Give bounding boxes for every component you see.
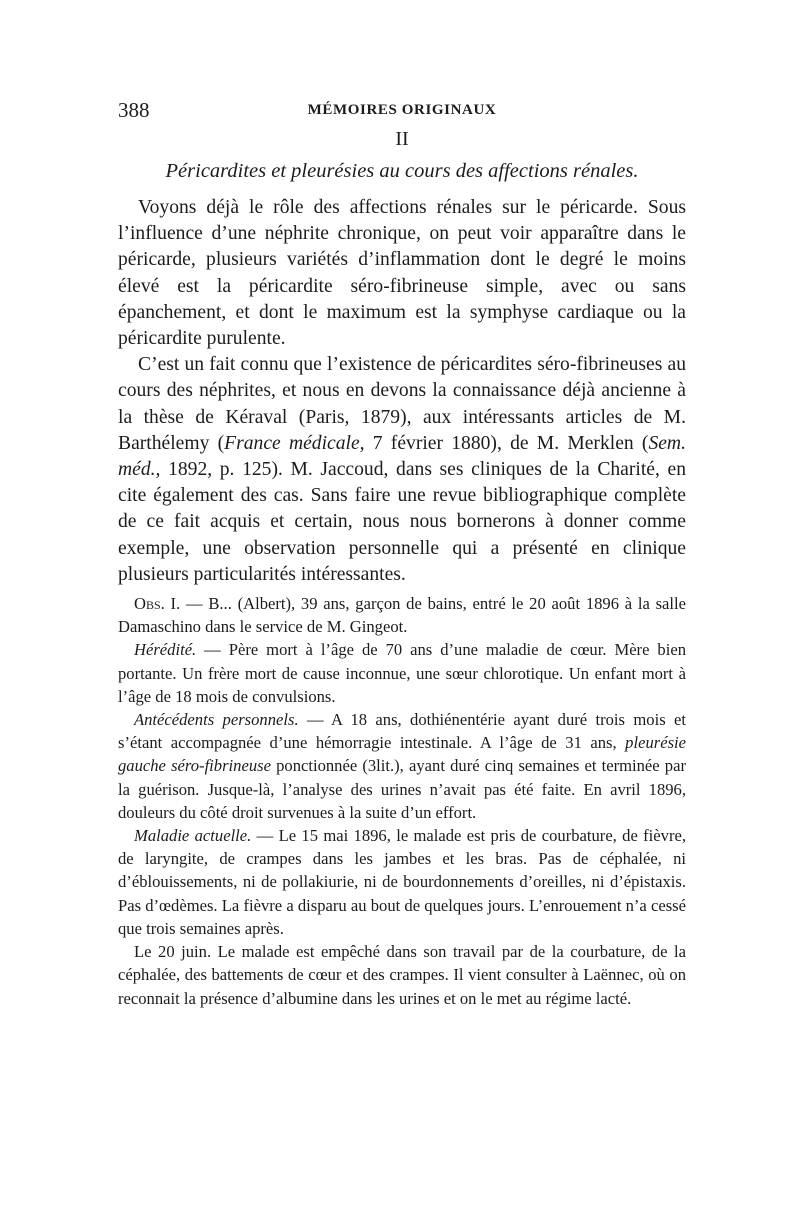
paragraph-1: Voyons déjà le rôle des affections rénales sur le péricarde. Sous l’influence d’une néphrite chronique, on peut voir apparaître dans le péricarde, plusieurs variétés d’inflammation dont le degré le moins élevé est la péricardite séro-fibrineuse simple, avec ou sans épanchement, et dont le maximum est la symphyse cardiaque ou la péricardite purulente.	[118, 197, 686, 350]
citation-sem-med: Sem. méd.,	[118, 432, 686, 481]
observation-heredite: Hérédité. — Père mort à l’âge de 70 ans d’une maladie de cœur. Mère bien portante. Un frère mort de cause inconnue, une sœur chlorotique. Un enfant mort à l’âge de 18 mois de convulsions.	[118, 640, 686, 706]
observation-maladie: Maladie actuelle. — Le 15 mai 1896, le malade est pris de courbature, de fièvre, de laryngite, de crampes dans les jambes et les bras. Pas de céphalée, ni d’éblouissements, ni de pollakiurie, ni de bourdonnements d’oreilles, ni d’épistaxis. Pas d’œdèmes. La fièvre a disparu au bout de quelques jours. L’enrouement n’a cessé que trois semaines après.	[118, 826, 686, 938]
observation-label: Obs.	[134, 594, 165, 614]
observation-antecedents: Antécédents personnels. — A 18 ans, dothiénentérie ayant duré trois mois et s’étant accompagnée d’une hémorragie intestinale. A l’âge de 31 ans, pleurésie gauche séro-fibrineuse ponctionnée (3lit.), ayant duré cinq semaines et terminée par la guérison. Jusque-là, l’analyse des urines n’avait pas été faite. En avril 1896, douleurs du côté droit survenues à la suite d’un effort.	[118, 710, 686, 822]
page-header	[118, 98, 686, 122]
running-title: MÉMOIRES ORIGINAUX	[307, 102, 497, 118]
document-body	[118, 195, 686, 1010]
observation	[118, 592, 686, 1010]
main-text	[118, 195, 686, 588]
heredite-label: Hérédité.	[134, 640, 197, 660]
antecedents-label: Antécédents personnels.	[134, 710, 299, 730]
section-title: Péricardites et pleurésies au cours des affections rénales.	[165, 160, 639, 182]
citation-france-medicale: France médicale,	[224, 432, 365, 454]
section-number: II	[395, 128, 409, 150]
paragraph-2: C’est un fait connu que l’existence de péricardites séro-fibrineuses au cours des néphrites, et nous en devons la connaissance déjà ancienne à la thèse de Kéraval (Paris, 1879), aux intéressants articles de M. Barthélemy (France médicale, 7 février 1880), de M. Merklen (Sem. méd., 1892, p. 125). M. Jaccoud, dans ses cliniques de la Charité, en cite également des cas. Sans faire une revue bibliographique complète de ce fait acquis et certain, nous nous bornerons à donner comme exemple, une observation personnelle qui a présenté en clinique plusieurs particularités intéressantes.	[118, 354, 686, 585]
antecedents-diagnosis: pleurésie gauche séro-fibrineuse	[118, 733, 686, 776]
maladie-label: Maladie actuelle.	[134, 826, 252, 846]
observation-juin: Le 20 juin. Le malade est empêché dans son travail par de la courbature, de la céphalée, des battements de cœur et des crampes. Il vient consulter à Laënnec, où on reconnait la présence d’albumine dans les urines et on le met au régime lacté.	[118, 942, 686, 1008]
observation-intro: Obs. I. — B... (Albert), 39 ans, garçon de bains, entré le 20 août 1896 à la salle Damaschino dans le service de M. Gingeot.	[118, 594, 686, 637]
page-number: 388	[118, 98, 150, 122]
